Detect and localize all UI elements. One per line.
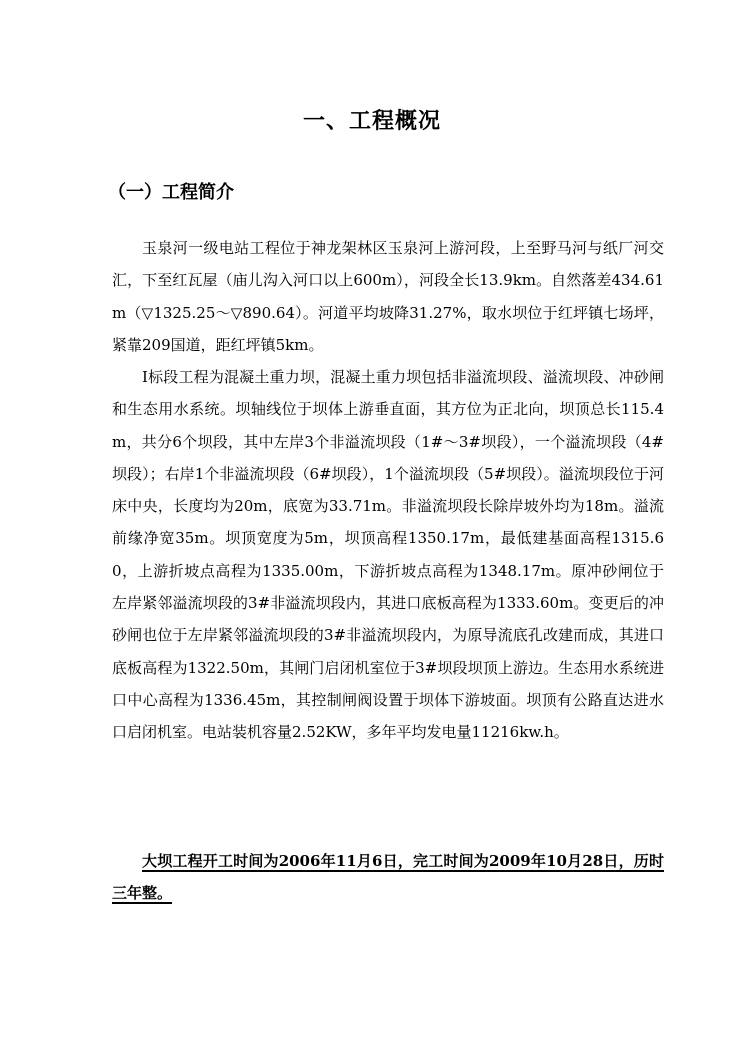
page-title: 一、工程概况 [302,109,441,134]
paragraph-construction-period [112,845,664,909]
section-heading: （一）工程简介 [108,182,234,203]
construction-period-text: 大坝工程开工时间为2006年11月6日，完工时间为2009年10月28日，历时三年整。 [112,852,664,902]
paragraph-project-location: 玉泉河一级电站工程位于神龙架林区玉泉河上游河段，上至野马河与纸厂河交汇，下至红瓦屋（庙儿沟入河口以上600m），河段全长13.9km。自然落差434.61m（▽1325.25～▽890.64）。河道平均坡降31.27%，取水坝位于红坪镇七场坪，紧靠209国道，距红坪镇5km。 [112,239,664,354]
paragraph-dam-description: Ⅰ标段工程为混凝土重力坝，混凝土重力坝包括非溢流坝段、溢流坝段、冲砂闸和生态用水系统。坝轴线位于坝体上游垂直面，其方位为正北向，坝顶总长115.4m，共分6个坝段，其中左岸3个非溢流坝段（1#～3#坝段），一个溢流坝段（4#坝段）；右岸1个非溢流坝段（6#坝段），1个溢流坝段（5#坝段）。溢流坝段位于河床中央，长度均为20m，底宽为33.71m。非溢流坝段长除岸坡外均为18m。溢流前缘净宽35m。坝顶宽度为5m，坝顶高程1350.17m，最低建基面高程1315.60，上游折坡点高程为1335.00m，下游折坡点高程为1348.17m。原冲砂闸位于左岸紧邻溢流坝段的3#非溢流坝段内，其进口底板高程为1333.60m。变更后的冲砂闸也位于左岸紧邻溢流坝段的3#非溢流坝段内，为原导流底孔改建而成，其进口底板高程为1322.50m，其闸门启闭机室位于3#坝段坝顶上游边。生态用水系统进口中心高程为1336.45m，其控制闸阀设置于坝体下游坡面。坝顶有公路直达进水口启闭机室。电站装机容量2.52KW，多年平均发电量11216kw.h。 [112,368,664,742]
